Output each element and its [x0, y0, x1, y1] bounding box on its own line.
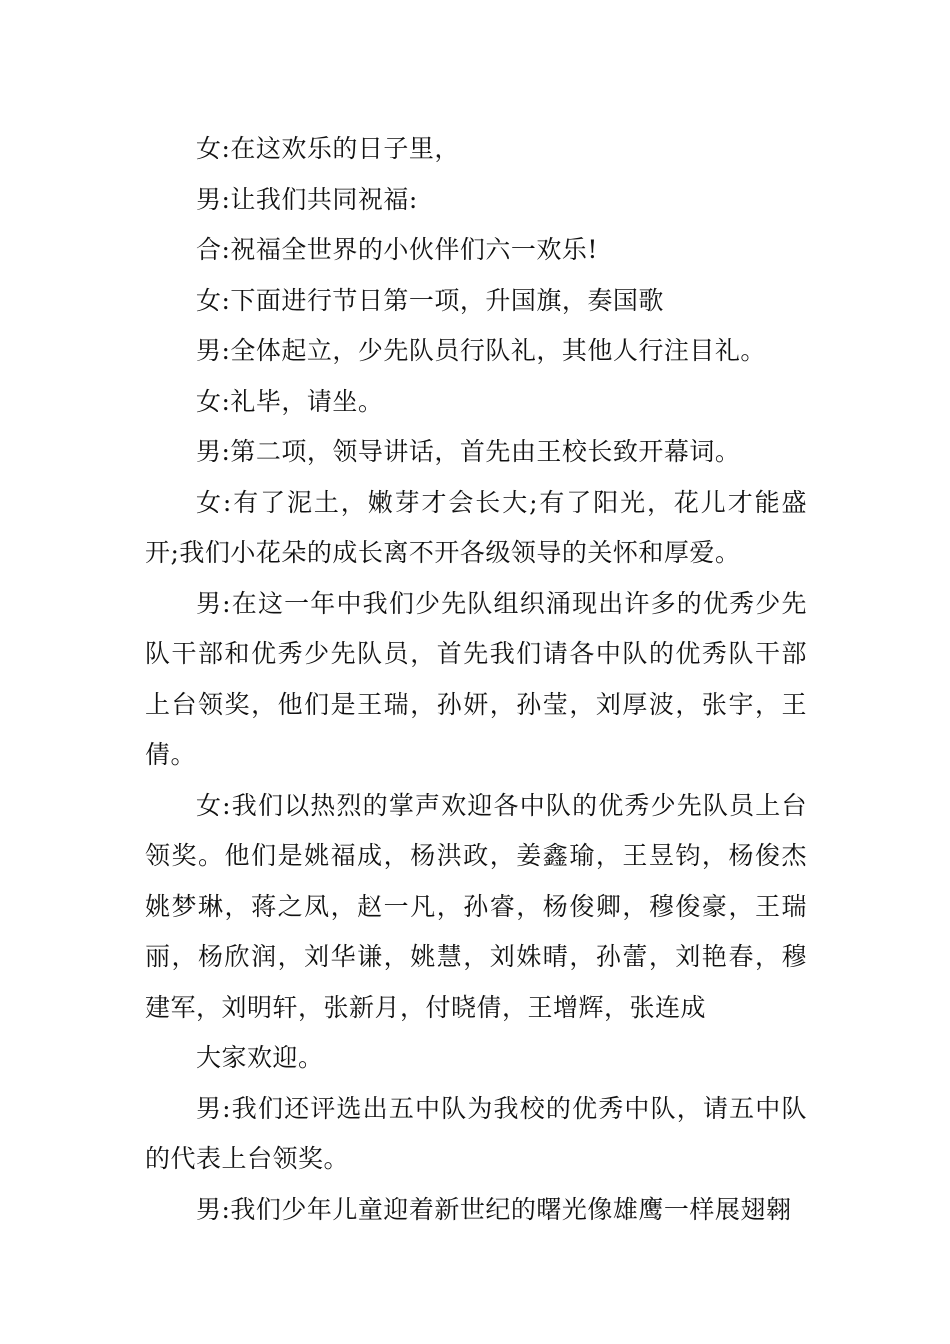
paragraph: 女:我们以热烈的掌声欢迎各中队的优秀少先队员上台领奖。他们是姚福成，杨洪政，姜鑫瑜，王昱钧，杨俊杰姚梦琳，蒋之凤，赵一凡，孙睿，杨俊卿，穆俊豪，王瑞丽，杨欣润，刘华谦，姚慧，刘姝晴，孙蕾，刘艳春，穆建军，刘明轩，张新月，付晓倩，王增辉，张连成: [145, 790, 807, 1022]
paragraph: 男:让我们共同祝福:: [196, 184, 418, 214]
paragraph: 男:全体起立，少先队员行队礼，其他人行注目礼。: [196, 336, 766, 365]
paragraph: 大家欢迎。: [196, 1043, 324, 1072]
paragraph: 合:祝福全世界的小伙伴们六一欢乐!: [196, 235, 598, 264]
paragraph: 女:有了泥土，嫩芽才会长大;有了阳光，花儿才能盛开;我们小花朵的成长离不开各级领导的关怀和厚爱。: [145, 487, 807, 567]
paragraph: 女:礼毕，请坐。: [196, 386, 384, 416]
paragraph: 男:第二项，领导讲话，首先由王校长致开幕词。: [196, 437, 741, 466]
paragraph: 女:在这欢乐的日子里，: [196, 134, 460, 163]
paragraph: 女:下面进行节日第一项，升国旗，奏国歌: [196, 285, 664, 315]
paragraph: 男:我们少年儿童迎着新世纪的曙光像雄鹰一样展翅翱: [196, 1194, 792, 1224]
paragraph: 男:在这一年中我们少先队组织涌现出许多的优秀少先队干部和优秀少先队员，首先我们请各中队的优秀队干部上台领奖，他们是王瑞，孙妍，孙莹，刘厚波，张宇，王倩。: [145, 588, 807, 769]
paragraph: 男:我们还评选出五中队为我校的优秀中队，请五中队的代表上台领奖。: [145, 1093, 807, 1173]
document-body: [145, 124, 807, 1235]
